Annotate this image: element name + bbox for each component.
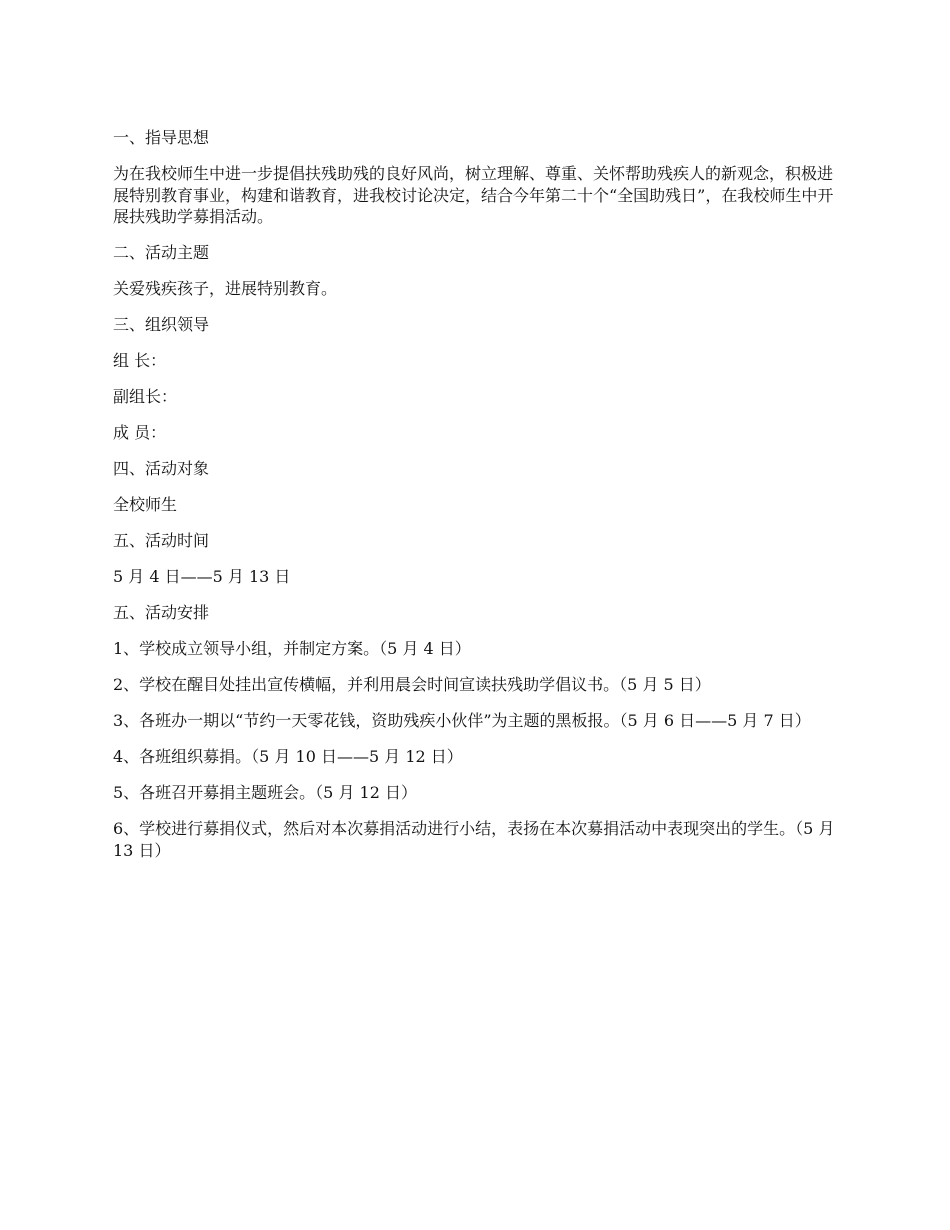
section-body-activity-time: 5 月 4 日——5 月 13 日 bbox=[113, 567, 291, 586]
arrangement-item: 1、学校成立领导小组，并制定方案。（5 月 4 日） bbox=[113, 639, 471, 658]
section-heading-guiding-ideology: 一、指导思想 bbox=[113, 128, 210, 147]
org-line-leader: 组 长： bbox=[113, 351, 167, 370]
arrangement-item: 4、各班组织募捐。（5 月 10 日——5 月 12 日） bbox=[113, 747, 463, 766]
section-heading-activity-target: 四、活动对象 bbox=[113, 459, 210, 478]
org-line-members: 成 员： bbox=[113, 423, 167, 442]
arrangement-item: 3、各班办一期以“节约一天零花钱，资助残疾小伙伴”为主题的黑板报。（5 月 6 日——5 月 7 日） bbox=[113, 711, 811, 730]
org-line-deputy-leader: 副组长： bbox=[113, 387, 178, 406]
section-heading-activity-arrangement: 五、活动安排 bbox=[113, 603, 210, 622]
section-heading-organization: 三、组织领导 bbox=[113, 315, 210, 334]
document-page bbox=[113, 127, 838, 876]
section-body-activity-target: 全校师生 bbox=[113, 495, 178, 514]
arrangement-item: 5、各班召开募捐主题班会。（5 月 12 日） bbox=[113, 783, 417, 802]
section-heading-activity-time: 五、活动时间 bbox=[113, 531, 210, 550]
arrangement-item: 2、学校在醒目处挂出宣传横幅，并利用晨会时间宣读扶残助学倡议书。（5 月 5 日） bbox=[113, 675, 711, 694]
arrangement-item: 6、学校进行募捐仪式，然后对本次募捐活动进行小结，表扬在本次募捐活动中表现突出的学生。（5 月 13 日） bbox=[113, 819, 835, 860]
section-body-guiding-ideology: 为在我校师生中进一步提倡扶残助残的良好风尚，树立理解、尊重、关怀帮助残疾人的新观念，积极进展特别教育事业，构建和谐教育，进我校讨论决定，结合今年第二十个“全国助残日”，在我校师生中开展扶残助学募捐活动。 bbox=[113, 164, 834, 226]
section-heading-activity-theme: 二、活动主题 bbox=[113, 243, 210, 262]
section-body-activity-theme: 关爱残疾孩子，进展特别教育。 bbox=[113, 279, 338, 298]
